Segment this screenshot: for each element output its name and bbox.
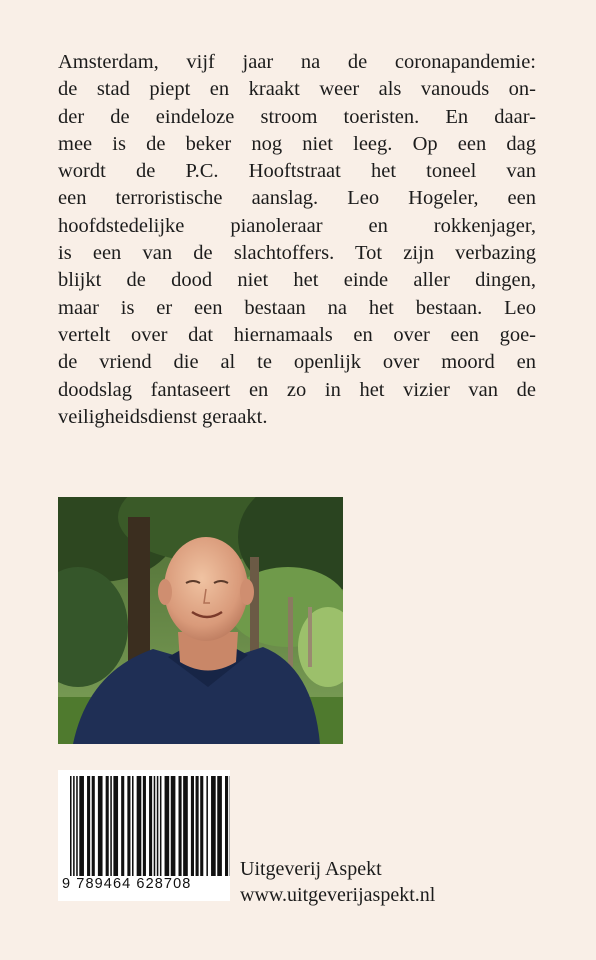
barcode-bar	[183, 776, 188, 876]
barcode-bar	[179, 776, 182, 876]
blurb-line: veiligheidsdienst geraakt.	[58, 405, 268, 428]
barcode-bar	[171, 776, 176, 876]
barcode-bar	[200, 776, 203, 876]
barcode-bar	[87, 776, 90, 876]
barcode-bar	[225, 776, 228, 876]
publisher-name: Uitgeverij Aspekt	[240, 858, 382, 880]
barcode-bar	[149, 776, 152, 876]
blurb-line: hoofdstedelijke pianoleraar en rokkenjager,	[58, 214, 536, 237]
barcode-bar	[79, 776, 84, 876]
barcode-bar	[98, 776, 103, 876]
publisher-website[interactable]: www.uitgeverijaspekt.nl	[240, 884, 436, 906]
barcode-bar	[143, 776, 146, 876]
author-photo	[58, 497, 343, 744]
barcode-bar	[113, 776, 118, 876]
barcode-bar	[217, 776, 222, 876]
blurb-line: maar is er een bestaan na het bestaan. Leo	[58, 296, 536, 319]
barcode-bar	[73, 776, 75, 876]
blurb-line: doodslag fantaseert en zo in het vizier van de	[58, 378, 536, 401]
isbn-number: 9 789464 628708	[62, 876, 192, 892]
barcode-bar	[76, 776, 78, 876]
publisher-info	[240, 856, 435, 908]
blurb-line: vertelt over dat hiernamaals en over een goe-	[58, 323, 536, 346]
blurb-line: de vriend die al te openlijk over moord en	[58, 351, 536, 374]
barcode-bar	[154, 776, 156, 876]
blurb-line: blijkt de dood niet het einde aller dingen,	[58, 269, 536, 292]
barcode-bar	[191, 776, 194, 876]
back-cover-blurb	[58, 49, 536, 431]
isbn-barcode	[58, 770, 230, 901]
barcode-bar	[160, 776, 162, 876]
blurb-line: is een van de slachtoffers. Tot zijn verbazing	[58, 242, 536, 265]
barcode-bar	[196, 776, 199, 876]
blurb-line: der de eindeloze stroom toeristen. En daar-	[58, 105, 536, 128]
blurb-line: de stad piept en kraakt weer als vanouds on-	[58, 78, 536, 101]
barcode-bar	[206, 776, 208, 876]
barcode-bar	[127, 776, 130, 876]
barcode-bar	[211, 776, 216, 876]
barcode-bar	[110, 776, 112, 876]
barcode-bar	[92, 776, 95, 876]
barcode-bar	[132, 776, 134, 876]
blurb-line: Amsterdam, vijf jaar na de coronapandemie:	[58, 51, 536, 73]
barcode-bar	[157, 776, 159, 876]
barcode-bar	[70, 776, 72, 876]
barcode-bar	[121, 776, 124, 876]
author-portrait-illustration	[58, 497, 343, 744]
blurb-line: wordt de P.C. Hooftstraat het toneel van	[58, 160, 536, 183]
barcode-bar	[165, 776, 170, 876]
barcode-bar	[137, 776, 142, 876]
barcode-bar	[106, 776, 109, 876]
blurb-line: een terroristische aanslag. Leo Hogeler, een	[58, 187, 536, 210]
blurb-line: mee is de beker nog niet leeg. Op een dag	[58, 132, 536, 155]
